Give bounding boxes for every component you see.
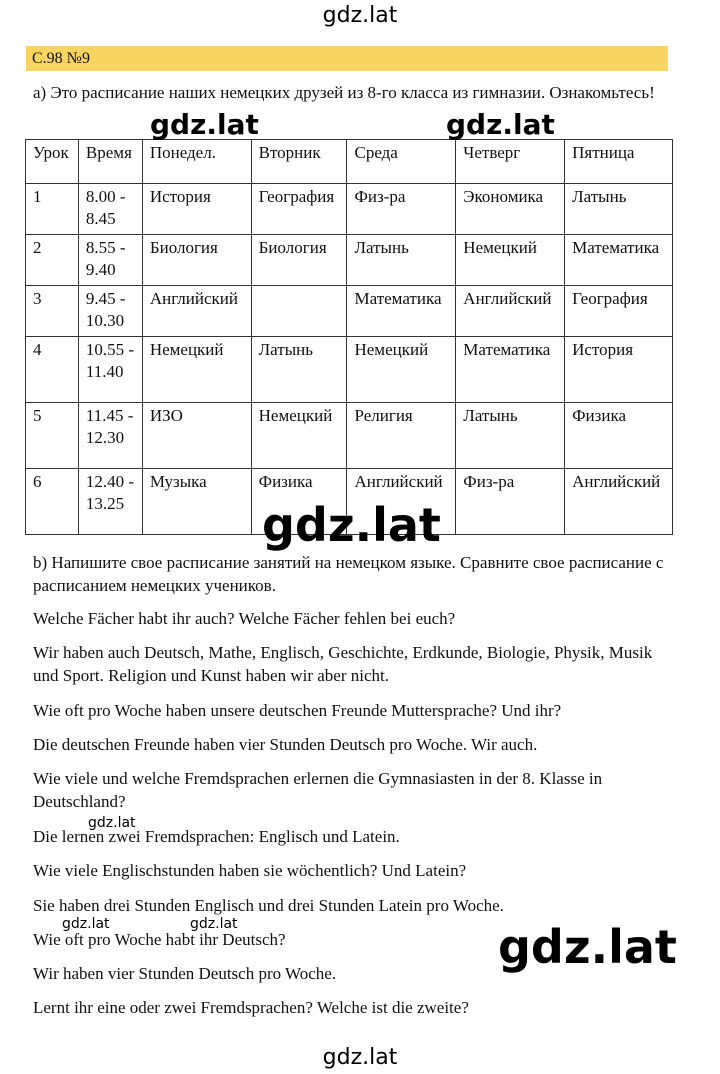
answer: Die lernen zwei Fremdsprachen: Englisch und Latein.	[33, 827, 400, 846]
table-cell: География	[565, 286, 673, 337]
table-cell: Латынь	[347, 235, 456, 286]
table-cell: Физика	[565, 403, 673, 469]
header-cell: Четверг	[456, 140, 565, 184]
table-cell: Английский	[565, 469, 673, 535]
table-cell: История	[142, 184, 251, 235]
table-cell: Английский	[142, 286, 251, 337]
header-cell: Пятница	[565, 140, 673, 184]
answer: Die deutschen Freunde haben vier Stunden Deutsch pro Woche. Wir auch.	[33, 735, 538, 754]
table-cell: Биология	[251, 235, 347, 286]
watermark-bottom: gdz.lat	[322, 1045, 398, 1070]
table-cell: Немецкий	[251, 403, 347, 469]
table-cell: Религия	[347, 403, 456, 469]
table-cell: 9.45 - 10.30	[78, 286, 142, 337]
header-cell: Понедел.	[142, 140, 251, 184]
table-cell: 6	[26, 469, 79, 535]
question: Wie oft pro Woche haben unsere deutschen Freunde Muttersprache? Und ihr?	[33, 701, 562, 720]
table-cell: 1	[26, 184, 79, 235]
table-cell: Физика	[251, 469, 347, 535]
table-cell: Латынь	[251, 337, 347, 403]
table-cell: История	[565, 337, 673, 403]
question: Wie oft pro Woche habt ihr Deutsch?	[33, 930, 286, 949]
table-cell: 5	[26, 403, 79, 469]
watermark: gdz.lat	[446, 108, 555, 141]
table-cell: География	[251, 184, 347, 235]
table-cell: 11.45 - 12.30	[78, 403, 142, 469]
watermark: gdz.lat	[62, 916, 110, 932]
table-cell: 12.40 - 13.25	[78, 469, 142, 535]
table-cell: Английский	[456, 286, 565, 337]
table-cell: 3	[26, 286, 79, 337]
table-cell: Математика	[347, 286, 456, 337]
watermark: gdz.lat	[88, 815, 136, 831]
table-cell: Физ-ра	[456, 469, 565, 535]
header-cell: Вторник	[251, 140, 347, 184]
table-cell: Физ-ра	[347, 184, 456, 235]
table-cell: Немецкий	[347, 337, 456, 403]
answer: Sie haben drei Stunden Englisch und drei Stunden Latein pro Woche.	[33, 896, 504, 915]
intro-text: а) Это расписание наших немецких друзей из 8-го класса из гимназии. Ознакомьтесь!	[33, 83, 655, 102]
question: Welche Fächer habt ihr auch? Welche Fächer fehlen bei euch?	[33, 609, 456, 628]
table-cell: Немецкий	[142, 337, 251, 403]
table-cell: Латынь	[456, 403, 565, 469]
task-b-text: b) Напишите свое расписание занятий на немецком языке. Сравните свое расписание с расписанием немецких учеников.	[33, 553, 664, 595]
question: Wie viele und welche Fremdsprachen erlernen die Gymnasiasten in der 8. Klasse in Deutschland?	[33, 769, 603, 811]
header-cell: Время	[78, 140, 142, 184]
table-row	[26, 184, 673, 235]
table-cell: Музыка	[142, 469, 251, 535]
watermark: gdz.lat	[498, 920, 677, 974]
table-row	[26, 235, 673, 286]
table-header-row	[26, 140, 673, 184]
table-cell: Математика	[456, 337, 565, 403]
table-cell: ИЗО	[142, 403, 251, 469]
header-cell: Урок	[26, 140, 79, 184]
answer: Wir haben vier Stunden Deutsch pro Woche.	[33, 964, 337, 983]
table-cell: 2	[26, 235, 79, 286]
table-cell: 8.55 - 9.40	[78, 235, 142, 286]
table-cell: 10.55 - 11.40	[78, 337, 142, 403]
table-row	[26, 337, 673, 403]
table-cell: 4	[26, 337, 79, 403]
exercise-header: С.98 №9	[26, 46, 668, 71]
table-cell: Латынь	[565, 184, 673, 235]
table-cell: Английский	[347, 469, 456, 535]
question: Wie viele Englischstunden haben sie wöchentlich? Und Latein?	[33, 861, 467, 880]
table-cell: Экономика	[456, 184, 565, 235]
table-row	[26, 286, 673, 337]
table-cell: Биология	[142, 235, 251, 286]
schedule-table	[25, 139, 673, 535]
watermark: gdz.lat	[190, 916, 238, 932]
table-cell: Немецкий	[456, 235, 565, 286]
watermark: gdz.lat	[150, 108, 259, 141]
table-cell: 8.00 - 8.45	[78, 184, 142, 235]
watermark-top: gdz.lat	[322, 3, 398, 28]
watermark: gdz.lat	[262, 498, 441, 552]
table-cell	[251, 286, 347, 337]
table-row	[26, 403, 673, 469]
header-cell: Среда	[347, 140, 456, 184]
question: Lernt ihr eine oder zwei Fremdsprachen? Welche ist die zweite?	[33, 998, 469, 1017]
table-cell: Математика	[565, 235, 673, 286]
answer: Wir haben auch Deutsch, Mathe, Englisch, Geschichte, Erdkunde, Biologie, Physik, Musik und Sport. Religion und Kunst haben wir aber nicht.	[33, 643, 653, 685]
